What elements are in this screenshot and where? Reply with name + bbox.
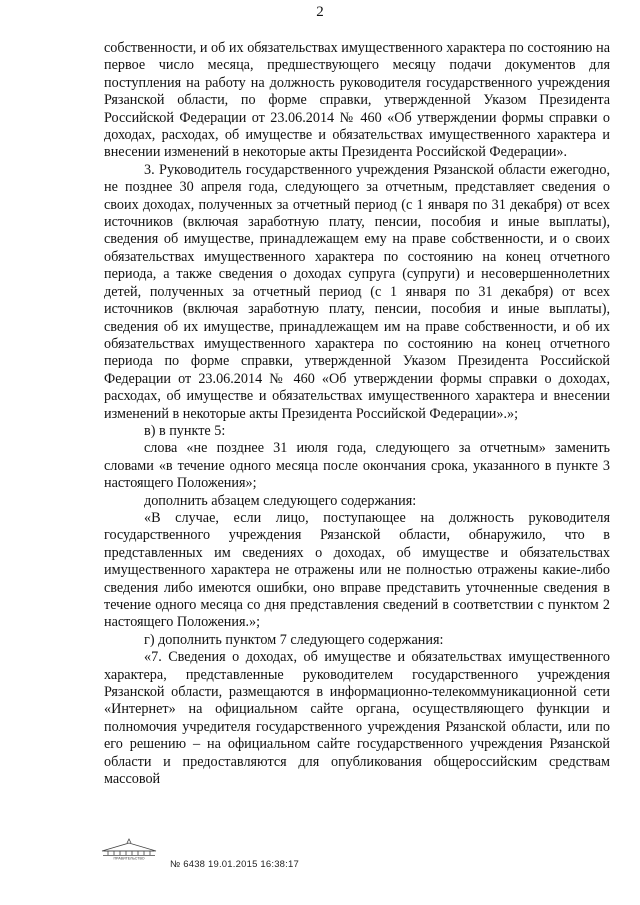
paragraph: собственности, и об их обязательствах имущественного характера по состоянию на первое число месяца, предшествующего месяцу подачи документов для поступления на работу на должность руководителя государственного учреждения Рязанской области, по форме справки, утвержденной Указом Президента Российской Федерации от 23.06.2014 № 460 «Об утверждении формы справки о доходах, расходах, об имуществе и обязательствах имущественного характера и внесении изменений в некоторые акты Президента Российской Федерации». (104, 40, 610, 161)
government-building-logo (100, 838, 158, 860)
paragraph: «В случае, если лицо, поступающее на должность руководителя государственного учреждения Рязанской области, обнаружило, что в представленных им сведениях о доходах, об имуществе и обязательствах имущественного характера не отражены или не полностью отражены какие-либо сведения либо имеются ошибки, оно вправе представить уточненные сведения в течение одного месяца со дня представления сведений в соответствии с пунктом 2 настоящего Положения.»; (104, 509, 610, 631)
paragraph: «7. Сведения о доходах, об имуществе и обязательствах имущественного характера, представленные руководителем государственного учреждения Рязанской области, размещаются в информационно-телекоммуникационной сети «Интернет» на официальном сайте органа, осуществляющего функции и полномочия учредителя государственного учреждения Рязанской области, или по его решению – на официальном сайте государственного учреждения Рязанской области и предоставляются для опубликования общероссийским средствам массовой (104, 649, 610, 788)
paragraph: 3. Руководитель государственного учреждения Рязанской области ежегодно, не позднее 30 апреля года, следующего за отчетным, представляет сведения о своих доходах, полученных за отчетный период (с 1 января по 31 декабря) от всех источников (включая заработную плату, пенсии, пособия и иные выплаты), сведения об имуществе, принадлежащем ему на праве собственности, и о своих обязательствах имущественного характера по состоянию на конец отчетного периода, а также сведения о доходах супруга (супруги) и несовершеннолетних детей, полученных за отчетный период (с 1 января по 31 декабря) от всех источников (включая заработную плату, пенсии, пособия и иные выплаты), сведения об их имуществе, принадлежащем им на праве собственности, и об их обязательствах имущественного характера по состоянию на конец отчетного периода по форме справки, утвержденной Указом Президента Российской Федерации от 23.06.2014 № 460 «Об утверждении формы справки о доходах, расходах, об имуществе и обязательствах имущественного характера и внесении изменений в некоторые акты Президента Российской Федерации».»; (104, 161, 610, 422)
paragraph: в) в пункте 5: (144, 422, 226, 439)
paragraph: слова «не позднее 31 июля года, следующего за отчетным» заменить словами «в течение одного месяца после окончания срока, указанного в пункте 3 настоящего Положения»; (104, 440, 610, 492)
page-number: 2 (316, 4, 324, 20)
document-body (104, 40, 610, 788)
logo-caption: ПРАВИТЕЛЬСТВО (113, 856, 145, 860)
paragraph: дополнить абзацем следующего содержания: (144, 492, 417, 509)
registration-stamp: № 6438 19.01.2015 16:38:17 (170, 859, 299, 870)
paragraph: г) дополнить пунктом 7 следующего содержания: (144, 631, 444, 648)
